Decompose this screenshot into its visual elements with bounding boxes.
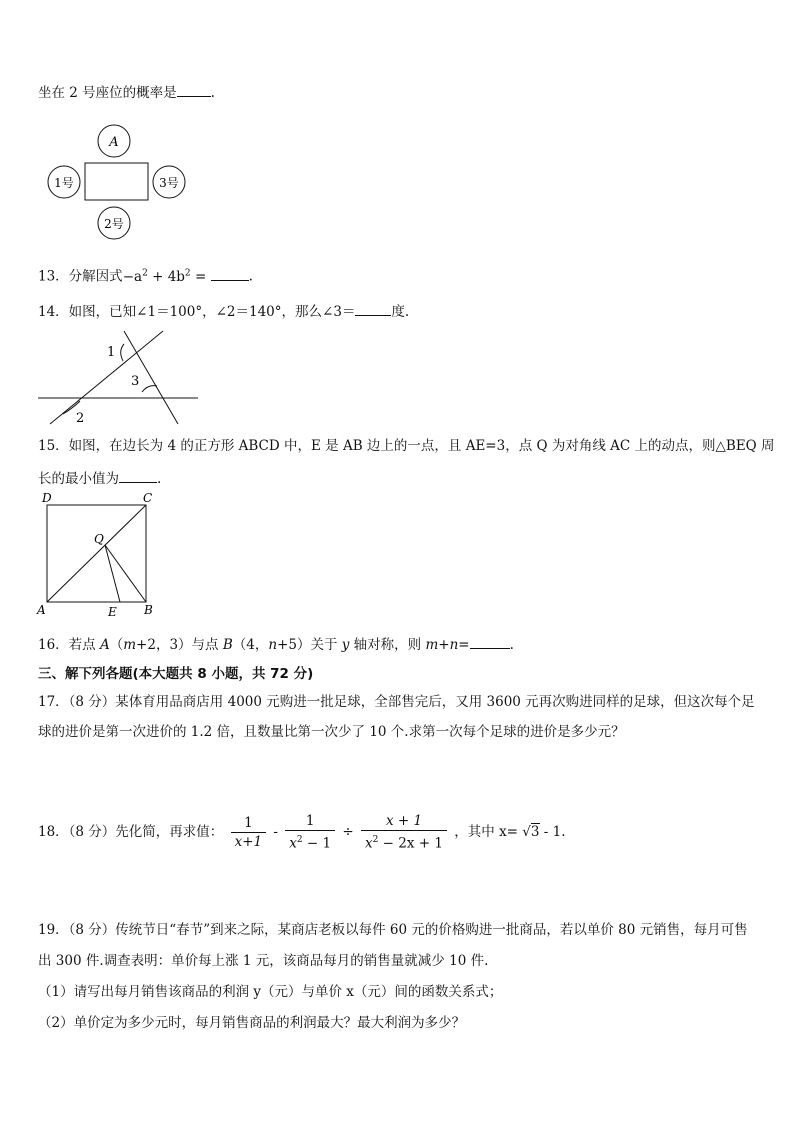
q13-expression: $-a^2 + 4b^2$ = <box>122 268 211 285</box>
angle-figure <box>38 328 203 428</box>
sqrt-icon: √ <box>522 824 531 840</box>
angle-3-label: 3 <box>131 374 140 389</box>
answer-blank <box>211 267 249 281</box>
question-17-line-1: 17．（8 分）某体育用品商店用 4000 元购进一批足球，全部售完后，又用 3600 元再次购进同样的足球，但这次每个足 <box>38 694 755 710</box>
question-19-part-2: （2）单价定为多少元时，每月销售商品的利润最大？最大利润为多少？ <box>38 1015 466 1031</box>
segment-qe <box>105 545 120 602</box>
question-15-line-2: 长的最小值为 . <box>38 471 162 487</box>
seat-1-label: 1号 <box>54 176 74 190</box>
question-16: 16．若点 A（m+2，3）与点 B（4，n+5）关于 y 轴对称，则 m+n= . <box>38 637 514 653</box>
seat-3-label: 3号 <box>159 176 179 190</box>
section-3-heading: 三、解下列各题(本大题共 8 小题，共 72 分) <box>38 666 314 682</box>
segment-qb <box>105 545 146 602</box>
question-15-line-1: 15．如图，在边长为 4 的正方形 ABCD 中，E 是 AB 边上的一点，且 AE=3，点 Q 为对角线 AC 上的动点，则△BEQ 周 <box>38 438 775 454</box>
fraction-1: $\frac{1}{x+1}$ <box>231 814 267 851</box>
vertex-a-label: A <box>37 603 46 617</box>
question-12-tail: 坐在 2 号座位的概率是 . <box>38 85 215 101</box>
question-19-line-1: 19．（8 分）传统节日“春节”到来之际，某商店老板以每件 60 元的价格购进一批商品，若以单价 80 元销售，每月可售 <box>38 922 748 938</box>
angle-2-label: 2 <box>76 411 85 426</box>
question-19-part-1: （1）请写出每月销售该商品的利润 y（元）与单价 x（元）间的函数关系式； <box>38 984 503 1000</box>
seat-2-label: 2号 <box>104 217 124 231</box>
vertex-d-label: D <box>42 491 52 505</box>
angle-1-arc <box>121 344 124 361</box>
question-17-line-2: 球的进价是第一次进价的 1.2 倍，且数量比第一次少了 10 个.求第一次每个足球的进价是多少元？ <box>38 724 625 740</box>
point-e-label: E <box>108 605 117 619</box>
q12-text: 坐在 2 号座位的概率是 <box>38 85 177 101</box>
answer-blank <box>119 469 157 483</box>
question-13: 13．分解因式$-a^2 + 4b^2$ = . <box>38 268 253 285</box>
answer-blank <box>355 302 391 316</box>
fraction-3: $\frac{x + 1}{x^2 - 2x + 1}$ <box>361 812 447 853</box>
diagonal-ac <box>47 505 146 602</box>
question-14: 14．如图，已知∠1＝100°，∠2＝140°，那么∠3＝ 度. <box>38 304 410 320</box>
angle-3-arc <box>142 386 157 392</box>
question-19-line-2: 出 300 件.调查表明：单价每上涨 1 元，该商品每月的销售量就减少 10 件. <box>38 953 489 969</box>
square-figure <box>36 488 166 620</box>
vertex-c-label: C <box>143 491 153 505</box>
vertex-b-label: B <box>144 603 153 617</box>
table-rect <box>85 163 148 200</box>
fraction-2: $\frac{1}{x^2 - 1}$ <box>285 812 335 853</box>
answer-blank <box>177 83 211 97</box>
seat-figure <box>42 120 192 245</box>
seat-a-label: A <box>109 135 119 150</box>
point-q-label: Q <box>94 532 104 546</box>
answer-blank <box>470 635 510 649</box>
angle-1-label: 1 <box>107 345 116 360</box>
question-18: 18．（8 分）先化简，再求值： $\frac{1}{x+1}$ - $\frac{1}{x^2 - 1}$ ÷ $\frac{x + 1}{x^2 - 2x + 1}$ ，其中 x= √3 - 1. <box>38 813 566 852</box>
